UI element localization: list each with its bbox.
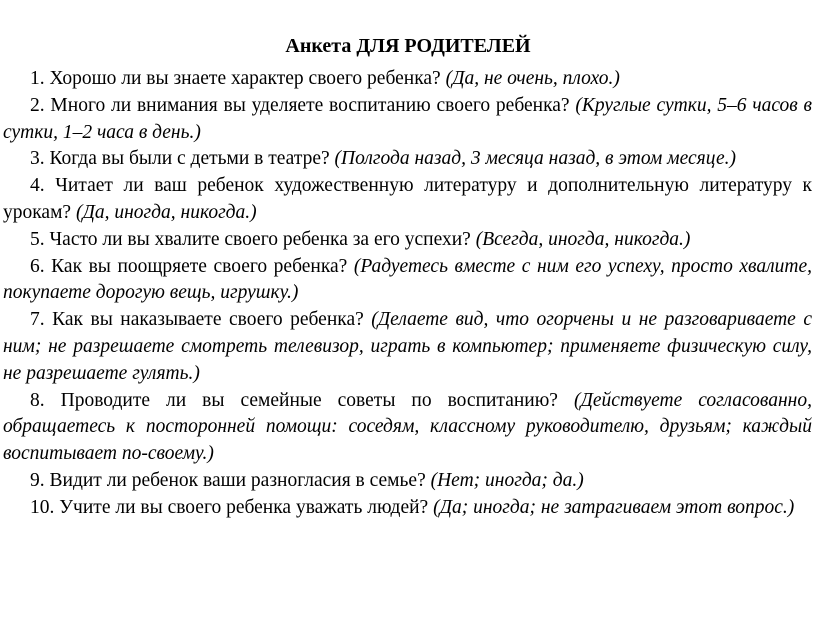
question-item [3, 146, 812, 173]
question-number: 8. [30, 389, 45, 411]
question-number: 1. [30, 68, 45, 89]
question-text: Много ли внимания вы уделяете воспитанию своего ребенка? [50, 94, 570, 116]
question-text: Как вы поощряете своего ребенка? [51, 255, 348, 277]
document-title: Анкета ДЛЯ РОДИТЕЛЕЙ [285, 35, 531, 57]
question-number: 6. [30, 255, 45, 277]
question-number: 2. [30, 94, 45, 116]
question-number: 7. [30, 309, 45, 331]
question-list [3, 66, 812, 522]
question-text: Читает ли ваш ребенок художественную литературу и дополнительную литературу к урокам? [3, 175, 813, 223]
answer-options: (Да; иногда; не затрагиваем этот вопрос.) [433, 496, 795, 518]
question-text: Проводите ли вы семейные советы по воспитанию? [60, 389, 558, 411]
question-text: Видит ли ребенок ваши разногласия в семье? [49, 469, 426, 491]
question-item [3, 495, 812, 522]
question-text: Часто ли вы хвалите своего ребенка за его успехи? [49, 228, 471, 250]
answer-options: (Нет; иногда; да.) [430, 469, 584, 491]
question-text: Хорошо ли вы знаете характер своего ребенка? [49, 68, 441, 89]
answer-options: (Делаете вид, что огорчены и не разговариваете с ним; не разрешаете смотреть телевизор, играть в компьютер; применяете физическую силу, не разрешаете гулять.) [3, 309, 812, 384]
question-text: Учите ли вы своего ребенка уважать людей? [59, 496, 429, 518]
question-text: Как вы наказываете своего ребенка? [52, 309, 364, 331]
question-item [3, 388, 812, 468]
answer-options: (Действуете согласованно, обращаетесь к посторонней помощи: соседям, классному руководителю, друзьям; каждый воспитывает по-своему.) [3, 389, 812, 465]
answer-options: (Полгода назад, 3 месяца назад, в этом месяце.) [334, 148, 736, 170]
question-item [3, 93, 812, 147]
question-item [3, 468, 812, 495]
question-number: 9. [30, 469, 45, 491]
question-number: 4. [30, 175, 45, 197]
question-number: 3. [30, 148, 45, 170]
answer-options: (Радуетесь вместе с ним его успеху, просто хвалите, покупаете дорогую вещь, игрушку.) [3, 255, 813, 304]
answer-options: (Круглые сутки, 5–6 часов в сутки, 1–2 часа в день.) [3, 94, 813, 143]
answer-options: (Всегда, иногда, никогда.) [475, 228, 691, 250]
question-number: 5. [30, 228, 45, 250]
question-number: 10. [30, 496, 55, 518]
question-item [3, 173, 812, 227]
question-item [3, 66, 812, 93]
question-item [3, 254, 812, 308]
answer-options: (Да, не очень, плохо.) [445, 68, 620, 89]
question-item [3, 227, 812, 254]
question-text: Когда вы были с детьми в театре? [49, 148, 330, 170]
question-item [3, 307, 812, 387]
answer-options: (Да, иногда, никогда.) [75, 201, 257, 223]
